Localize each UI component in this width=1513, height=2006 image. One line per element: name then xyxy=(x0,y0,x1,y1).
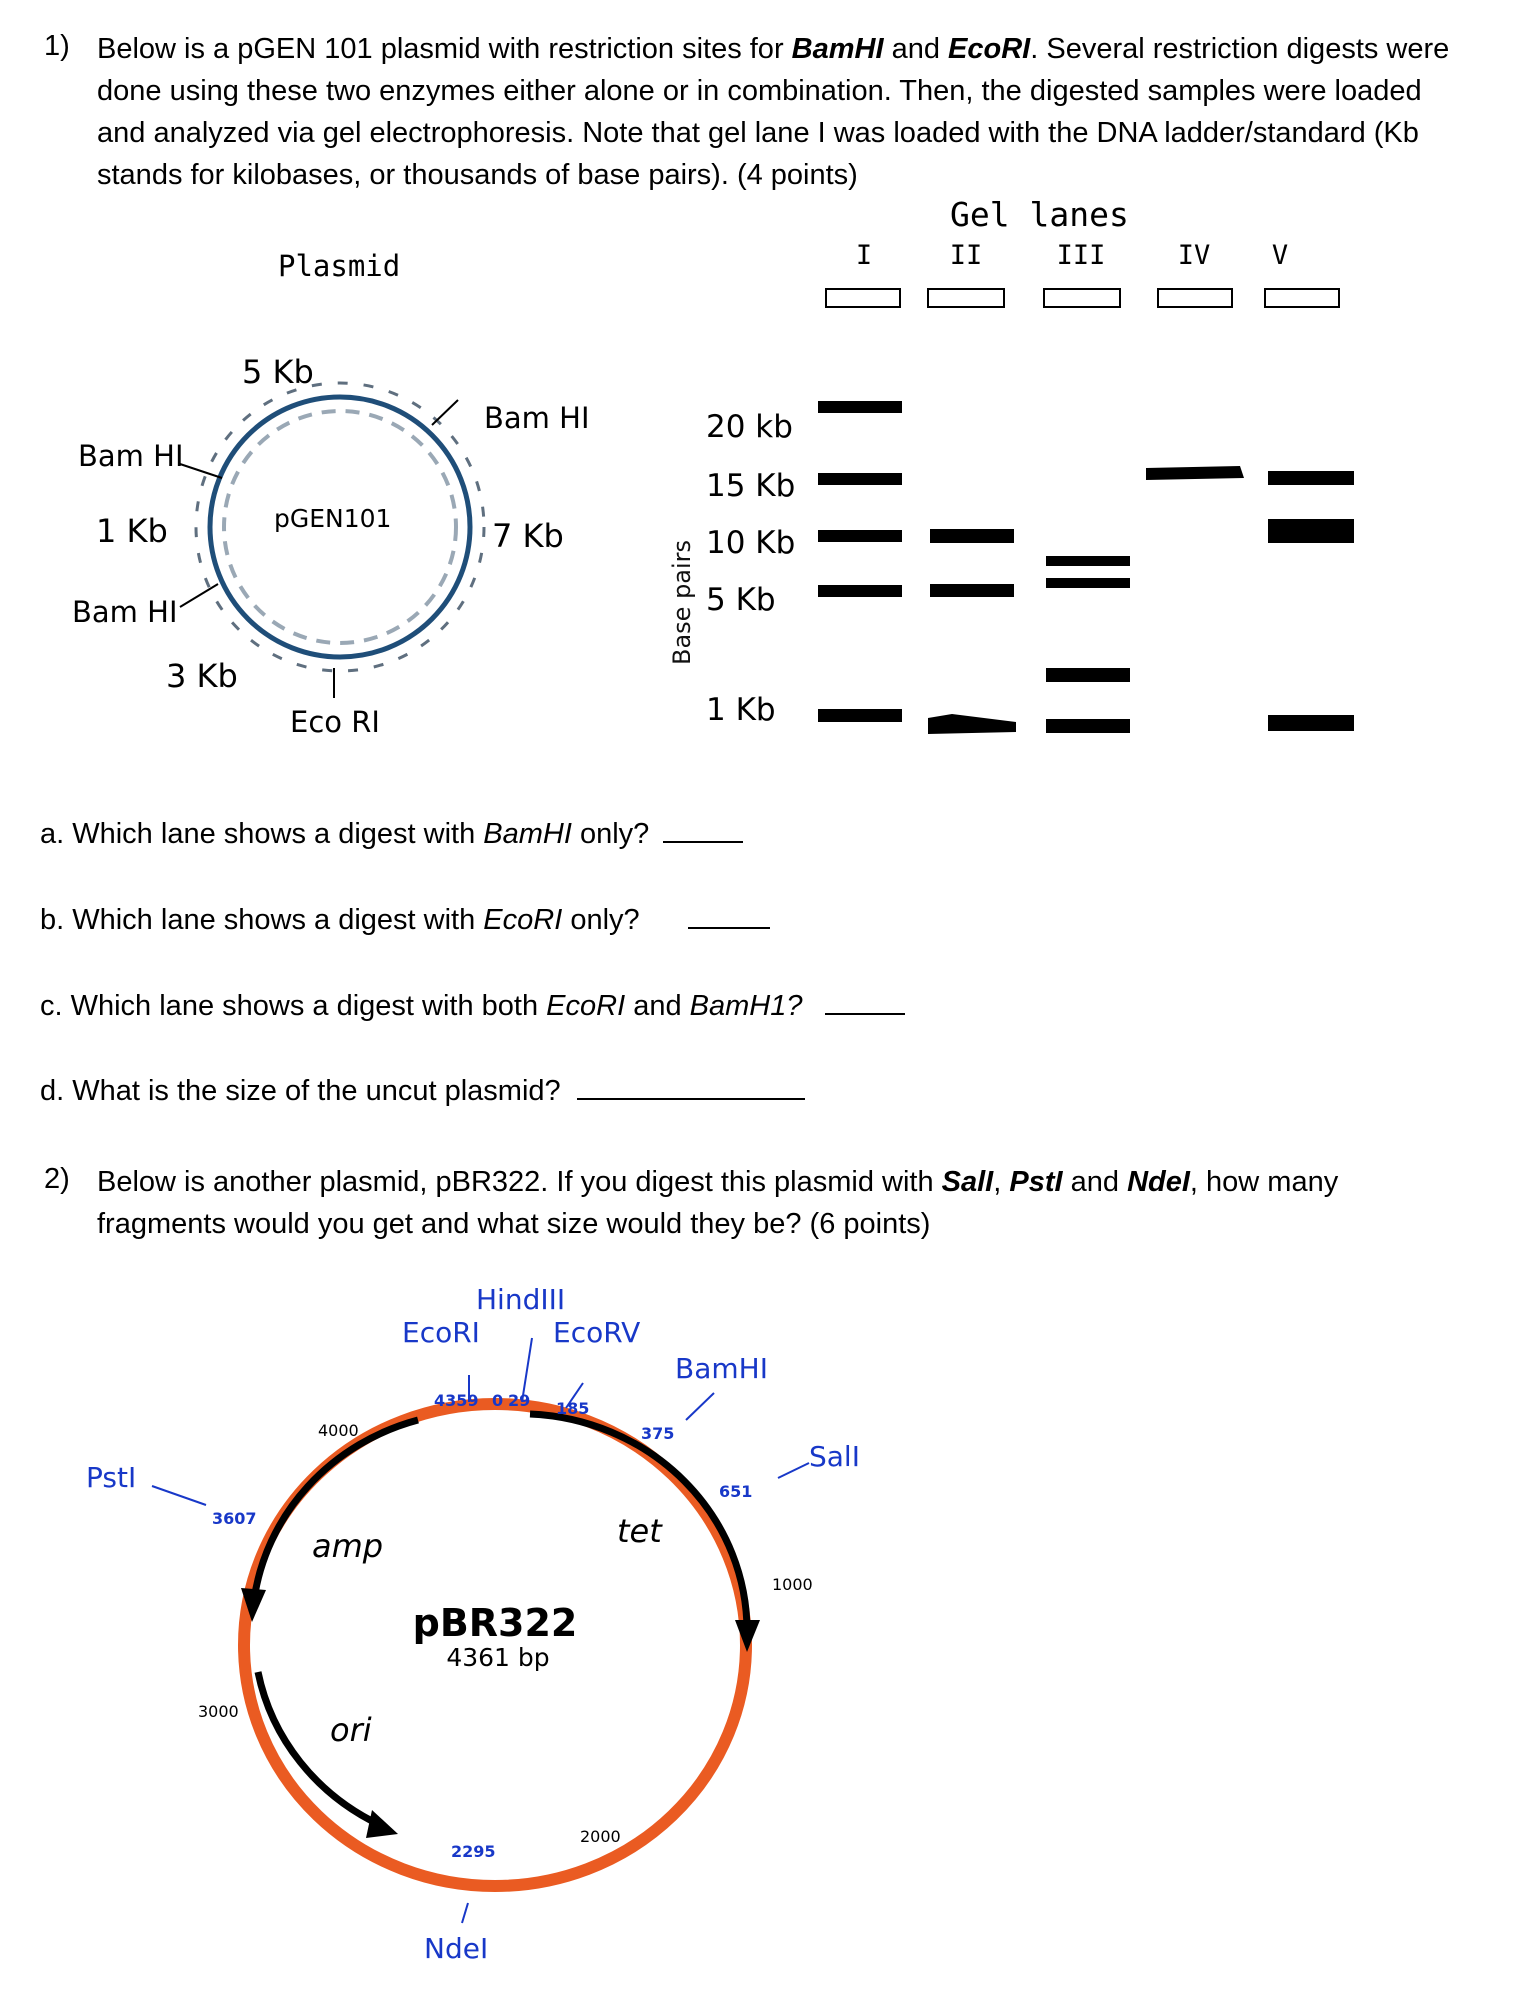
site-hindiii: HindIII xyxy=(476,1283,566,1316)
site-ndei: NdeI xyxy=(424,1932,489,1965)
lane5-band-b xyxy=(1268,519,1354,543)
pgen101-figure xyxy=(0,190,1513,790)
lane1-band-5kb xyxy=(818,585,902,597)
pos-0: 0 xyxy=(492,1391,504,1410)
q1-line3: and analyzed via gel electrophoresis. Note that gel lane I was loaded with the DNA ladder/standard (Kb xyxy=(97,117,1419,149)
lane1-band-10kb xyxy=(818,530,902,542)
ori-arrowhead xyxy=(366,1810,398,1838)
pos-2000: 2000 xyxy=(580,1827,621,1846)
pos-185: 185 xyxy=(556,1399,590,1418)
lane5-band-c xyxy=(1268,715,1354,731)
site-sali: SalI xyxy=(809,1440,860,1473)
gel-well-1 xyxy=(826,289,900,307)
pbr322-map xyxy=(0,1270,1513,1970)
amp-arc xyxy=(254,1420,418,1600)
segment-1kb: 1 Kb xyxy=(96,512,168,550)
plasmid-name: pGEN101 xyxy=(274,504,392,533)
gel-well-3 xyxy=(1044,289,1120,307)
q1-line1: Below is a pGEN 101 plasmid with restriction sites for xyxy=(97,33,784,65)
q1-and: and xyxy=(891,33,940,65)
gene-ori: ori xyxy=(330,1711,372,1749)
site-bamhi-top-left: Bam HI xyxy=(78,439,184,473)
gel-lane-label-5: V xyxy=(1271,240,1289,271)
gel-well-5 xyxy=(1265,289,1339,307)
plasmid-name-pbr322: pBR322 xyxy=(412,1601,578,1645)
pos-375: 375 xyxy=(641,1424,675,1443)
gel-lane-label-3: III xyxy=(1056,240,1106,271)
plasmid-size: 4361 bp xyxy=(446,1643,550,1672)
site-bamhi: BamHI xyxy=(675,1352,768,1385)
question-1a: a. Which lane shows a digest with BamHI only? xyxy=(40,816,743,852)
answer-1a-blank[interactable] xyxy=(663,817,743,843)
pos-651: 651 xyxy=(719,1482,753,1501)
site-ecorv: EcoRV xyxy=(553,1316,641,1349)
ndei-tick xyxy=(462,1903,468,1923)
gel-well-4 xyxy=(1158,289,1232,307)
plasmid-label: Plasmid xyxy=(278,249,401,283)
gel-well-2 xyxy=(928,289,1004,307)
pos-3607: 3607 xyxy=(212,1509,257,1528)
lane3-band-d xyxy=(1046,719,1130,733)
q1-line2: done using these two enzymes either alone or in combination. Then, the digested samples were loaded xyxy=(97,75,1422,107)
site-ecori: Eco RI xyxy=(290,705,380,739)
lane2-band-c xyxy=(928,714,1016,734)
gel-axis-label: Base pairs xyxy=(668,539,696,665)
segment-5kb: 5 Kb xyxy=(242,353,314,391)
bamhi-top-left-line xyxy=(180,464,222,478)
pos-4000: 4000 xyxy=(318,1421,359,1440)
ladder-label-1kb: 1 Kb xyxy=(706,692,776,728)
site-ecori: EcoRI xyxy=(402,1316,480,1349)
question-2-prompt: Below is another plasmid, pBR322. If you digest this plasmid with SalI, PstI and NdeI, how many fragments would you get and what size would they be? (6 points) xyxy=(97,1161,1497,1245)
lane4-band-a xyxy=(1146,466,1244,480)
ladder-label-10kb: 10 Kb xyxy=(706,525,796,561)
q1-line1-end: . Several restriction digests were xyxy=(1030,33,1450,65)
lane1-band-20kb xyxy=(818,401,902,413)
question-1-prompt xyxy=(97,28,1497,196)
q2-line2: fragments would you get and what size would they be? (6 points) xyxy=(97,1208,931,1240)
site-bamhi-bottom-left: Bam HI xyxy=(72,595,178,629)
bamhi-tick xyxy=(686,1393,714,1420)
pos-3000: 3000 xyxy=(198,1702,239,1721)
lane3-band-a xyxy=(1046,556,1130,566)
segment-3kb: 3 Kb xyxy=(166,657,238,695)
question-1-number: 1) xyxy=(44,30,70,62)
gel-lane-label-2: II xyxy=(949,240,983,271)
answer-1c-blank[interactable] xyxy=(825,989,905,1015)
segment-7kb: 7 Kb xyxy=(492,517,564,555)
lane2-band-a xyxy=(930,529,1014,543)
lane3-band-c xyxy=(1046,668,1130,682)
pos-2295: 2295 xyxy=(451,1842,496,1861)
q1-enzyme-bamhi: BamHI xyxy=(791,33,884,65)
bamhi-right-line xyxy=(432,400,458,425)
pos-29: 29 xyxy=(508,1391,531,1410)
q2-enzyme-sali: SalI xyxy=(941,1166,994,1198)
question-2-number: 2) xyxy=(44,1163,70,1195)
lane1-band-15kb xyxy=(818,473,902,485)
question-1d: d. What is the size of the uncut plasmid? xyxy=(40,1073,805,1109)
question-1b: b. Which lane shows a digest with EcoRI only? xyxy=(40,902,770,938)
ladder-label-5kb: 5 Kb xyxy=(706,582,776,618)
lane1-band-1kb xyxy=(818,709,902,722)
question-1c: c. Which lane shows a digest with both EcoRI and BamH1? xyxy=(40,988,905,1024)
lane2-band-b xyxy=(930,584,1014,597)
gene-tet: tet xyxy=(617,1512,662,1550)
pos-4359: 4359 xyxy=(434,1391,479,1410)
ladder-label-15kb: 15 Kb xyxy=(706,468,796,504)
ladder-label-20kb: 20 kb xyxy=(706,409,793,445)
q1-enzyme-ecori: EcoRI xyxy=(948,33,1031,65)
pos-1000: 1000 xyxy=(772,1575,813,1594)
bamhi-bottom-left-line xyxy=(180,584,218,607)
gel-lane-label-1: I xyxy=(855,240,873,271)
site-bamhi-right: Bam HI xyxy=(484,401,590,435)
tet-arrowhead xyxy=(735,1620,760,1652)
answer-1b-blank[interactable] xyxy=(688,903,770,929)
gel-title: Gel lanes xyxy=(950,195,1129,234)
sali-tick xyxy=(778,1463,809,1478)
gene-amp: amp xyxy=(312,1527,384,1565)
answer-1d-blank[interactable] xyxy=(577,1074,805,1100)
q1-line4: stands for kilobases, or thousands of base pairs). (4 points) xyxy=(97,159,858,191)
lane5-band-a xyxy=(1268,471,1354,485)
q2-enzyme-psti: PstI xyxy=(1009,1166,1063,1198)
site-psti: PstI xyxy=(86,1461,137,1494)
q2-enzyme-ndei: NdeI xyxy=(1127,1166,1190,1198)
lane3-band-b xyxy=(1046,578,1130,588)
psti-tick xyxy=(152,1486,206,1505)
gel-lane-label-4: IV xyxy=(1177,240,1211,271)
